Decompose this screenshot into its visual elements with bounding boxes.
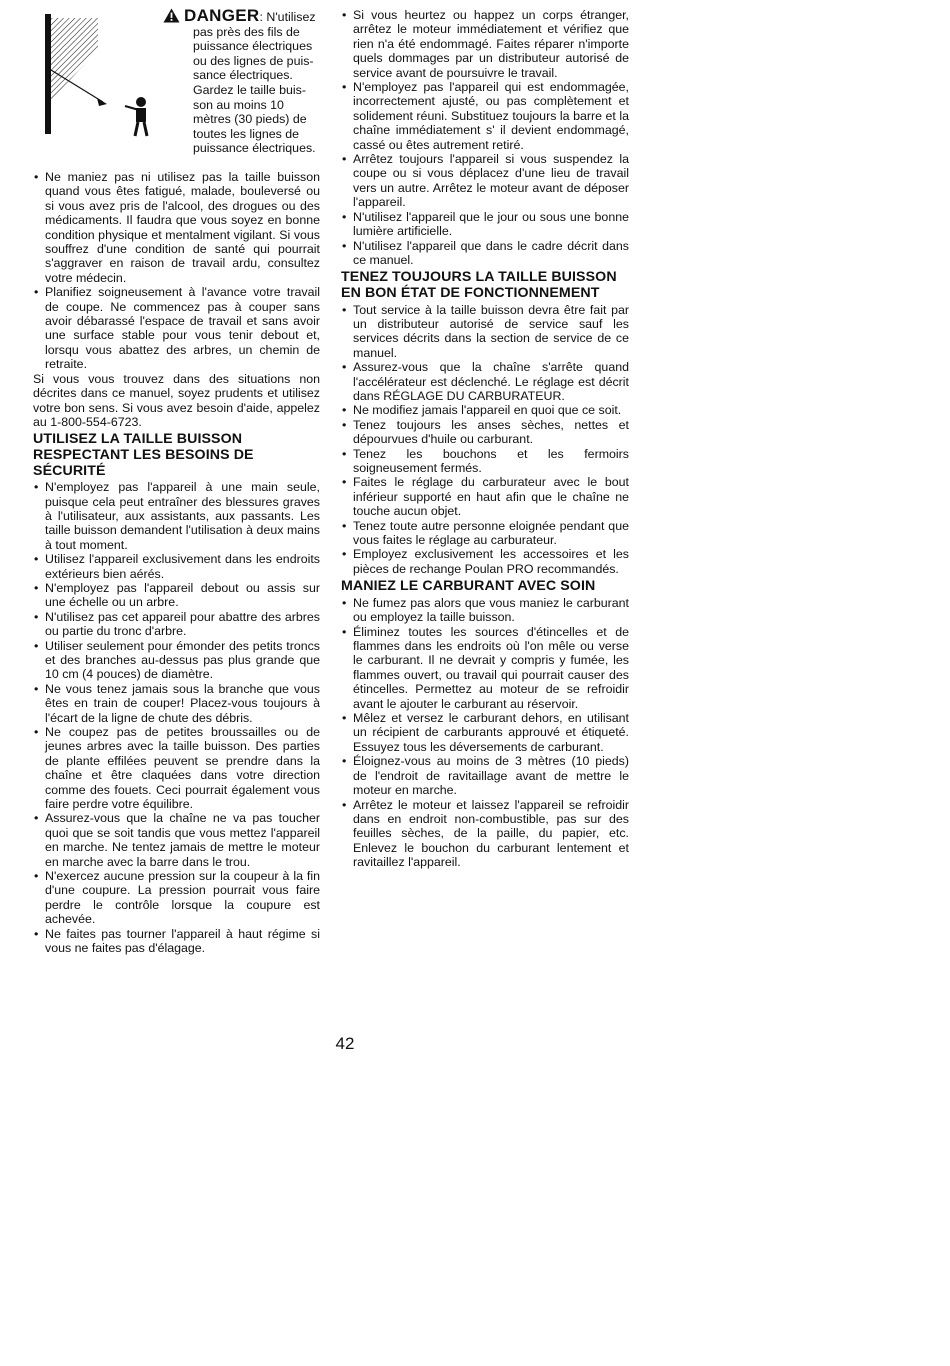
list-item: • Tenez toujours les anses sèches, nettes et dépourvues d'huile ou carburant. xyxy=(341,418,629,447)
danger-line: ou des lignes de puis- xyxy=(193,53,314,68)
list-item: • Ne maniez pas ni utilisez pas la taille buisson quand vous êtes fatigué, malade, bouleversé ou si vous avez pris de l'alcool, des drogues ou des médicaments. Il faudra que vous soyez en bonne condition physique et mentalment vigilant. Si vous souffrez d'une condition de santé qui pourrait s'aggraver en raison de travail ardu, consultez votre médecin. xyxy=(33,170,320,285)
left-column xyxy=(33,8,320,956)
list-item: • N'utilisez pas cet appareil pour abattre des arbres ou partie du tronc d'arbre. xyxy=(33,610,320,639)
danger-heading-line xyxy=(163,8,328,25)
danger-line: mètres (30 pieds) de xyxy=(193,112,307,127)
danger-title: DANGER xyxy=(184,6,260,25)
list-item: • Utilisez l'appareil exclusivement dans les endroits extérieurs bien aérés. xyxy=(33,552,320,581)
list-item: • Ne vous tenez jamais sous la branche que vous êtes en train de couper! Placez-vous toujours à l'écart de la ligne de chute des débris. xyxy=(33,682,320,725)
list-item: • Ne modifiez jamais l'appareil en quoi que ce soit. xyxy=(341,403,629,417)
list-item: • Éloignez-vous au moins de 3 mètres (10 pieds) de l'endroit de ravitaillage avant de mettre le moteur en marche. xyxy=(341,754,629,797)
list-item: • Ne faites pas tourner l'appareil à haut régime si vous ne faites pas d'élagage. xyxy=(33,927,320,956)
list-item: • N'employez pas l'appareil à une main seule, puisque cela peut entraîner des blessures graves à l'utilisateur, aux assistants, aux passants. Les taille buisson demandent l'utilisation à deux mains à tout moment. xyxy=(33,480,320,552)
right-column xyxy=(341,8,629,870)
list-item: • Éliminez toutes les sources d'étincelles et de flammes dans les endroits où l'on mêle ou verse le carburant. Il ne devrait y compris y fumée, les flammes ouvert, ou travail qui pourrait causer des étincelles. Permettez au moteur de se refroidir avant le ajouter le carburant au réservoir. xyxy=(341,625,629,711)
list-item: • N'employez pas l'appareil debout ou assis sur une échelle ou un arbre. xyxy=(33,581,320,610)
list-item: • Ne coupez pas de petites broussailles ou de jeunes arbres avec la taille buisson. Des parties de plante effilées peuvent se prendre dans la chaîne et être claquées dans votre direction comme des fouets. Ceci pourrait également vous faire perdre votre équilibre. xyxy=(33,725,320,811)
list-item: • Tout service à la taille buisson devra être fait par un distributeur autorisé de service sauf les services décrits dans la section de service de ce manuel. xyxy=(341,303,629,361)
list-item: • Arrêtez toujours l'appareil si vous suspendez la coupe ou si vous déplacez d'une lieu de travail vers un autre. Arrêtez le moteur avant de déposer l'appareil. xyxy=(341,152,629,210)
bullet-list xyxy=(341,8,629,267)
danger-line: Gardez le taille buis- xyxy=(193,82,306,97)
power-line-hazard-illustration xyxy=(43,10,158,140)
list-item: • Assurez-vous que la chaîne ne va pas toucher quoi que se soit tandis que vous mettez l'appareil en marche. Ne tentez jamais de mettre le moteur en marche avec la barre dans le trou. xyxy=(33,811,320,869)
list-item: • Mêlez et versez le carburant dehors, en utilisant un récipient de carburants approuvé et étiqueté. Essuyez tous les déversements de carburant. xyxy=(341,711,629,754)
list-item: • Planifiez soigneusement à l'avance votre travail de coupe. Ne commencez pas à couper sans avoir débarassé l'espace de travail et sans avoir une surface stable pour vous tenir debout et, lorsqu vous abattez des arbres, un chemin de retraite. xyxy=(33,285,320,371)
bullet-list xyxy=(341,596,629,870)
danger-line: son au moins 10 xyxy=(193,97,284,112)
list-item: • Faites le réglage du carburateur avec le bout inférieur supporté en haut afin que le chaîne ne touche aucun objet. xyxy=(341,475,629,518)
list-item: • N'utilisez l'appareil que dans le cadre décrit dans ce manuel. xyxy=(341,239,629,268)
list-item: • N'exercez aucune pression sur la coupeur à la fin d'une coupure. La pression pourrait vous faire perdre le contrôle lorsque la coupure est achevée. xyxy=(33,869,320,927)
danger-line: sance électriques. xyxy=(193,68,293,83)
list-item: • N'utilisez l'appareil que le jour ou sous une bonne lumière artificielle. xyxy=(341,210,629,239)
danger-line: puissance électriques. xyxy=(193,141,316,156)
danger-line: toutes les lignes de xyxy=(193,126,300,141)
page-number: 42 xyxy=(335,1034,355,1053)
list-item: • Si vous heurtez ou happez un corps étranger, arrêtez le moteur immédiatement et vérifiez que rien n'a été endommagé. Faites réparer n'importe quels dommages par un distributeur autorisé de service avant de poursuivre le travail. xyxy=(341,8,629,80)
section-heading: UTILISEZ LA TAILLE BUISSON RESPECTANT LES BESOINS DE SÉCURITÉ xyxy=(33,431,254,479)
section-heading: TENEZ TOUJOURS LA TAILLE BUISSON EN BON ÉTAT DE FONCTIONNEMENT xyxy=(341,269,617,301)
paragraph: Si vous vous trouvez dans des situations non décrites dans ce manuel, soyez prudents et utilisez votre bon sens. Si vous avez besoin d'aide, appelez au 1-800-554-6723. xyxy=(33,371,320,429)
danger-line: : N'utilisez xyxy=(259,10,316,24)
list-item: • N'employez pas l'appareil qui est endommagée, incorrectement ajusté, ou pas complètement et solidement réuni. Substituez toujours la barre et la chaîne immédiatement s' il devient endommagé, cassé ou êtes autrement retiré. xyxy=(341,80,629,152)
bullet-list xyxy=(33,170,320,372)
warning-triangle-icon xyxy=(163,8,180,23)
bullet-list xyxy=(341,303,629,577)
list-item: • Assurez-vous que la chaîne s'arrête quand l'accélérateur est déclenché. Le réglage est décrit dans RÉGLAGE DU CARBURATEUR. xyxy=(341,360,629,403)
bullet-list xyxy=(33,480,320,955)
list-item: • Employez exclusivement les accessoires et les pièces de rechange Poulan PRO recommandés. xyxy=(341,547,629,576)
list-item: • Utiliser seulement pour émonder des petits troncs et des branches au-dessus pas plus grande que 10 cm (4 pouces) de diamètre. xyxy=(33,639,320,682)
list-item: • Tenez les bouchons et les fermoirs soigneusement fermés. xyxy=(341,447,629,476)
list-item: • Tenez toute autre personne eloignée pendant que vous faites le réglage au carburateur. xyxy=(341,519,629,548)
danger-line: puissance électriques xyxy=(193,39,313,54)
danger-warning-block xyxy=(33,8,320,166)
danger-text xyxy=(163,8,328,156)
danger-line: pas près des fils de xyxy=(193,24,300,39)
section-heading: MANIEZ LE CARBURANT AVEC SOIN xyxy=(341,578,596,595)
list-item: • Arrêtez le moteur et laissez l'appareil se refroidir dans en endroit non-combustible, pas sur des feuilles sèches, de la paille, du papier, etc. Enlevez le bouchon du carburant lentement et ravitaillez l'appareil. xyxy=(341,798,629,870)
list-item: • Ne fumez pas alors que vous maniez le carburant ou employez la taille buisson. xyxy=(341,596,629,625)
